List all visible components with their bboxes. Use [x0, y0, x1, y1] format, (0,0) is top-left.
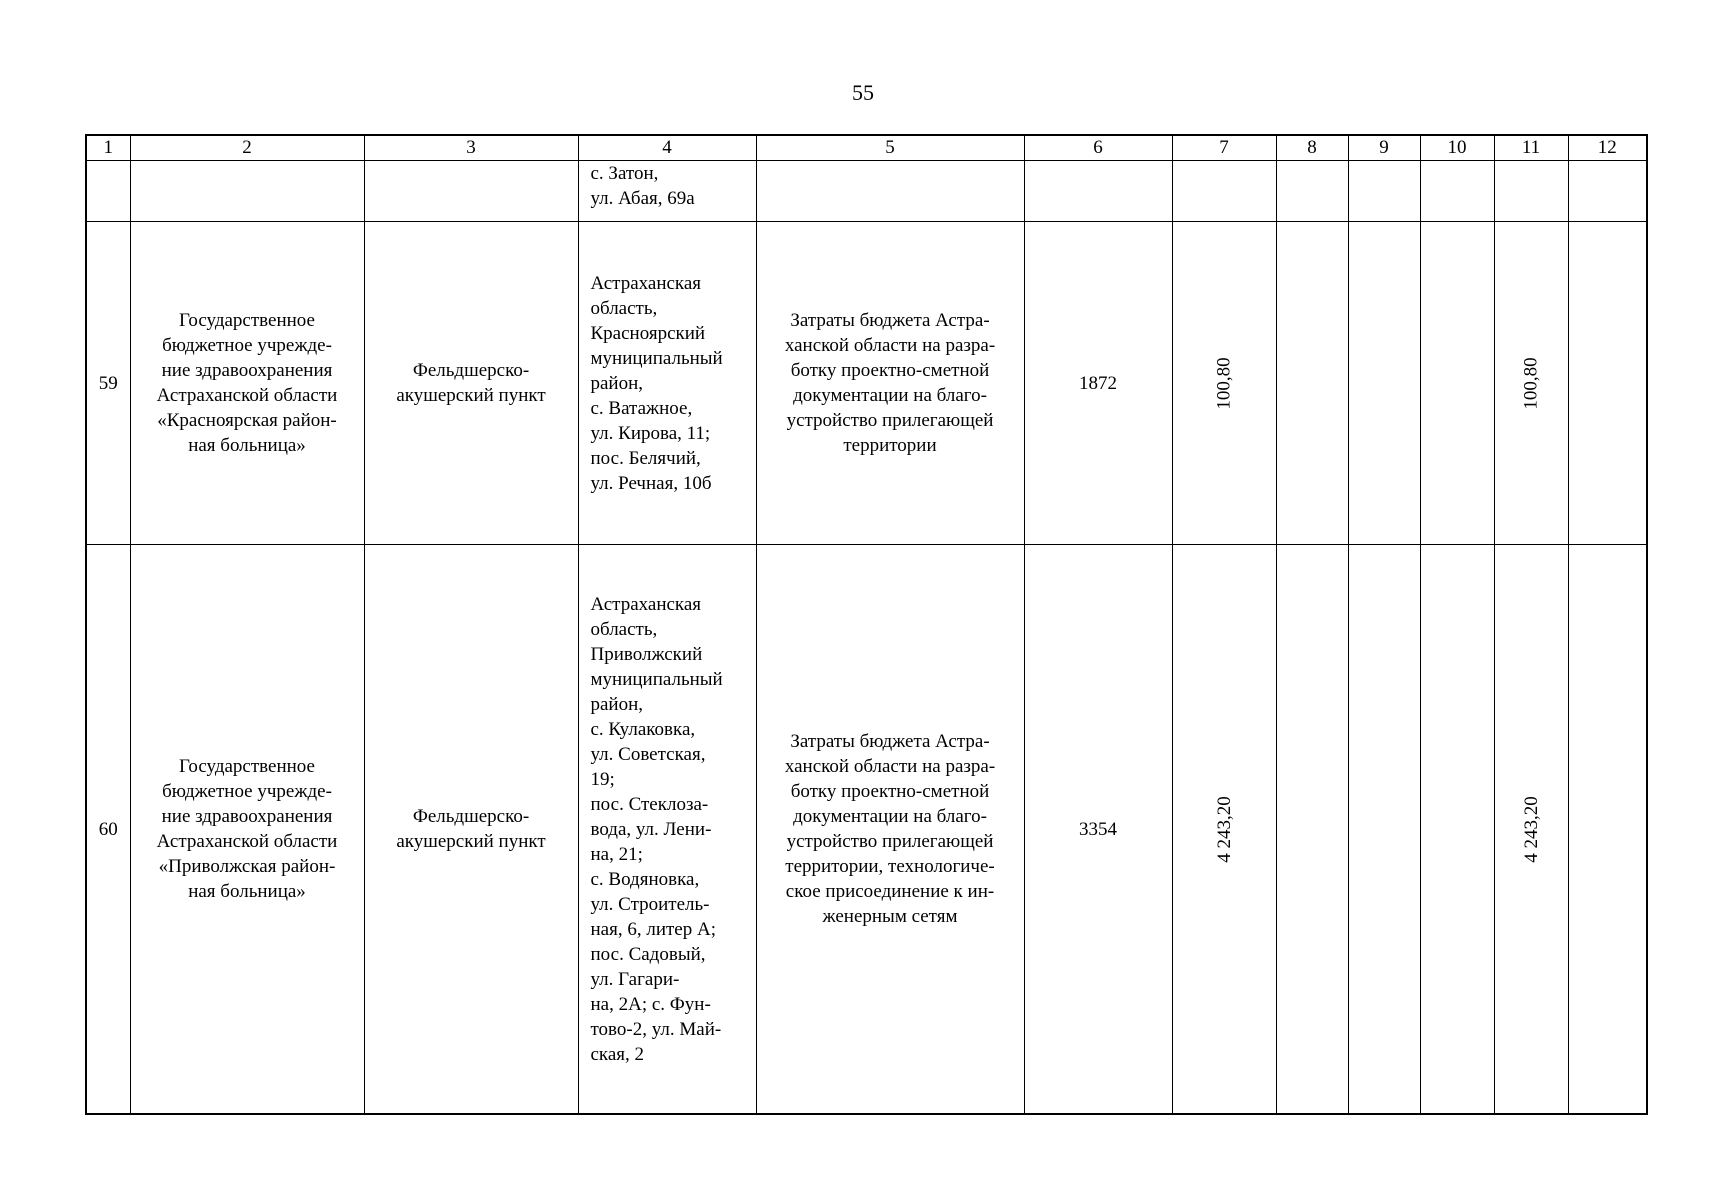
cell-col12: [1568, 161, 1647, 222]
cell-address: Астраханская область, Приволжский муниципальный район, с. Кулаковка, ул. Советская, 19; пос. Стеклоза- вода, ул. Лени- на, 21; с. Водяновка, ул. Строитель- ная, 6, литер А; пос. Садовый, ул. Гагари- на, 2А; с. Фун- тово-2, ул. Май- ская, 2: [578, 545, 756, 1115]
cell-col6: 3354: [1024, 545, 1172, 1115]
cell-col6: [1024, 161, 1172, 222]
cell-address: Астраханская область, Красноярский муниципальный район, с. Ватажное, ул. Кирова, 11; пос. Белячий, ул. Речная, 10б: [578, 222, 756, 545]
cell-col8: [1276, 161, 1348, 222]
column-header-11: 11: [1494, 135, 1568, 161]
table-row: [86, 545, 1647, 1115]
table-row-continuation: [86, 161, 1647, 222]
column-header-1: 1: [86, 135, 130, 161]
column-header-6: 6: [1024, 135, 1172, 161]
cell-col10: [1420, 545, 1494, 1115]
cell-col7: [1172, 545, 1276, 1115]
cell-col6: 1872: [1024, 222, 1172, 545]
cell-col7-value: 4 243,20: [1213, 795, 1235, 863]
cell-col8: [1276, 545, 1348, 1115]
column-header-7: 7: [1172, 135, 1276, 161]
column-header-10: 10: [1420, 135, 1494, 161]
cell-col9: [1348, 222, 1420, 545]
cell-col12: [1568, 222, 1647, 545]
cell-col9: [1348, 161, 1420, 222]
cell-num: 59: [86, 222, 130, 545]
page-number: 55: [852, 80, 874, 105]
cell-col8: [1276, 222, 1348, 545]
cell-organization: [130, 161, 364, 222]
column-header-5: 5: [756, 135, 1024, 161]
cell-col12: [1568, 545, 1647, 1115]
cell-col11-value: 100,80: [1520, 356, 1542, 410]
cell-num: [86, 161, 130, 222]
cell-col10: [1420, 222, 1494, 545]
cell-col7: [1172, 161, 1276, 222]
cell-col9: [1348, 545, 1420, 1115]
budget-table: [85, 134, 1648, 1115]
table-row: [86, 222, 1647, 545]
cell-col7-value: 100,80: [1213, 356, 1235, 410]
cell-organization: Государственное бюджетное учрежде- ние здравоохранения Астраханской области «Приволжская район- ная больница»: [130, 545, 364, 1115]
cell-col11-value: 4 243,20: [1520, 795, 1542, 863]
column-header-8: 8: [1276, 135, 1348, 161]
cell-col11: [1494, 545, 1568, 1115]
cell-organization: Государственное бюджетное учрежде- ние здравоохранения Астраханской области «Красноярская район- ная больница»: [130, 222, 364, 545]
cell-col11: [1494, 161, 1568, 222]
cell-object: Фельдшерско- акушерский пункт: [364, 222, 578, 545]
column-header-12: 12: [1568, 135, 1647, 161]
column-header-9: 9: [1348, 135, 1420, 161]
cell-description: Затраты бюджета Астра- ханской области на разра- ботку проектно-сметной документации на благо- устройство прилегающей территории: [756, 222, 1024, 545]
column-header-3: 3: [364, 135, 578, 161]
cell-object: Фельдшерско- акушерский пункт: [364, 545, 578, 1115]
cell-col11: [1494, 222, 1568, 545]
header-row: [86, 135, 1647, 161]
column-header-2: 2: [130, 135, 364, 161]
cell-address: с. Затон, ул. Абая, 69а: [578, 161, 756, 222]
cell-description: [756, 161, 1024, 222]
cell-col10: [1420, 161, 1494, 222]
cell-description: Затраты бюджета Астра- ханской области на разра- ботку проектно-сметной документации на благо- устройство прилегающей территории, технологиче- ское присоединение к ин- женерным сетям: [756, 545, 1024, 1115]
cell-object: [364, 161, 578, 222]
cell-num: 60: [86, 545, 130, 1115]
column-header-4: 4: [578, 135, 756, 161]
cell-col7: [1172, 222, 1276, 545]
